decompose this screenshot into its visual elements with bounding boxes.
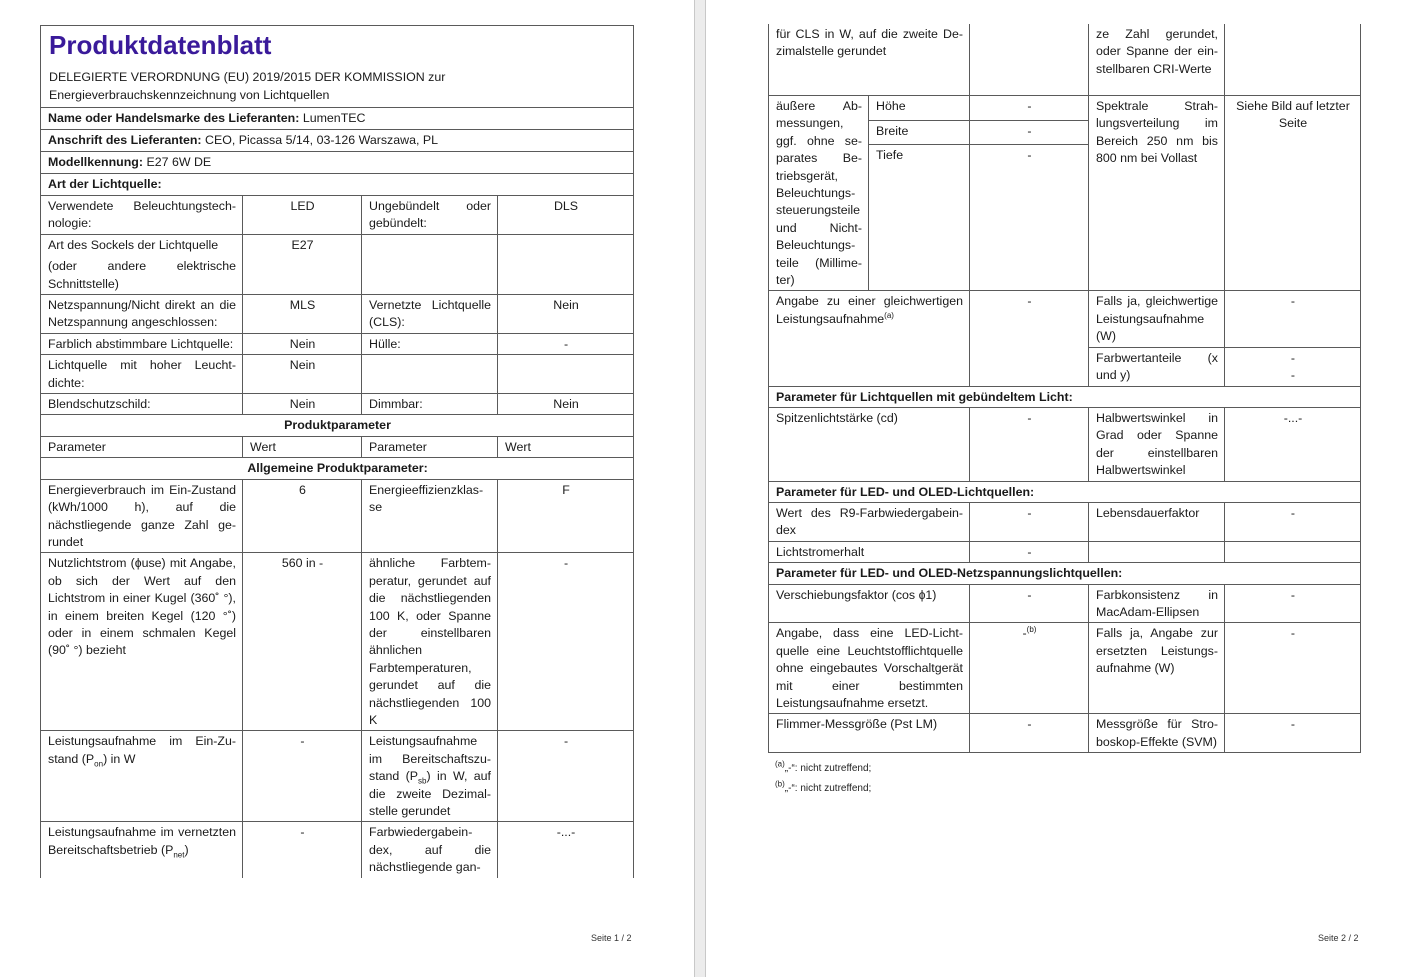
- replaced-power-label: Falls ja, Angabe zur ersetzten Leistungsaufnahme (W): [1089, 623, 1225, 714]
- networked-standby-label-text: Leistungsaufnahme im vernetzten Bereitschaftsbetrieb (P: [48, 825, 236, 857]
- r9-label: Wert des R9-Farbwiedergabeindex: [769, 502, 970, 541]
- displacement-factor-label: Verschiebungsfaktor (cos ɸ1): [769, 584, 970, 623]
- product-parameters-heading: Produktparameter: [41, 415, 634, 436]
- table-row: [41, 333, 634, 354]
- dimmable-label: Dimmbar:: [362, 394, 498, 415]
- technology-value: LED: [243, 196, 362, 235]
- on-mode-power-label-tail: ) in W: [103, 751, 136, 766]
- table-row: [769, 714, 1361, 753]
- table-row: [769, 502, 1361, 541]
- column-header-parameter: Parameter: [362, 436, 498, 457]
- empty-cell: [1089, 541, 1225, 562]
- table-row: [769, 407, 1361, 481]
- dimension-height-label: Höhe: [869, 96, 970, 121]
- cap-type-value: E27: [243, 234, 362, 294]
- equivalent-power-label: [769, 291, 970, 386]
- energy-class-label: Energieeffizienzklasse: [362, 479, 498, 553]
- led-section-heading: Parameter für LED- und OLED-Lichtquellen:: [769, 481, 1361, 502]
- chromaticity-label: Farbwertanteile (x und y): [1089, 347, 1225, 386]
- footnote-a: [775, 759, 872, 774]
- equivalent-power-label-text: Angabe zu einer gleichwertigen Leistungsaufnahme: [776, 294, 963, 326]
- colour-consistency-value: -: [1225, 584, 1361, 623]
- luminous-flux-value: 560 in -: [243, 553, 362, 731]
- header-cell: [41, 26, 634, 108]
- table-row: [769, 291, 1361, 347]
- networked-standby-subscript: net: [173, 850, 185, 860]
- networked-standby-continued: für CLS in W, auf die zweite Dezimalstelle gerundet: [769, 24, 970, 96]
- cap-type-label-line1: Art des Sockels der Lichtquelle: [48, 237, 219, 252]
- cap-type-label-line2: (oder andere elektrische Schnittstelle): [48, 259, 236, 291]
- energy-consumption-value: 6: [243, 479, 362, 553]
- regulation-subtitle: DELEGIERTE VERORDNUNG (EU) 2019/2015 DER KOMMISSION zur Energieverbrauchskennzeichnung von Lichtquellen: [49, 70, 446, 102]
- footnote-b-ref: (b): [1026, 625, 1037, 635]
- table-row: [41, 822, 634, 878]
- peak-intensity-label: Spitzenlichtstärke (cd): [769, 407, 970, 481]
- footnote-b: [775, 779, 872, 794]
- page-title: Produktdatenblatt: [49, 30, 272, 60]
- general-parameters-heading: Allgemeine Produktparameter:: [41, 458, 634, 479]
- cap-type-label: [41, 234, 243, 294]
- cri-label-continued: ze Zahl gerundet, oder Spanne der einstellbaren CRI-Werte: [1089, 24, 1225, 96]
- page-2: [706, 0, 1415, 977]
- colour-temperature-value: -: [498, 553, 634, 731]
- supplier-address-value: CEO, Picassa 5/14, 03-126 Warszawa, PL: [205, 133, 439, 147]
- page-number: Seite 1 / 2: [591, 933, 632, 943]
- empty-cell: [498, 355, 634, 394]
- networked-standby-value: -: [243, 822, 362, 878]
- displacement-factor-value: -: [970, 584, 1089, 623]
- r9-value: -: [970, 502, 1089, 541]
- footnote-a-text: „-“: nicht zutreffend;: [784, 763, 872, 774]
- dimension-width-value: -: [970, 120, 1089, 145]
- standby-power-subscript: sb: [418, 776, 427, 786]
- luminous-flux-label: Nutzlichtstrom (ɸuse) mit Angabe, ob sich der Wert auf den Lichtstrom in einer Kugel (360˚ °), in einem breiten Kegel (120 °˚) oder in einem schmalen Kegel (90˚ °) bezieht: [41, 553, 243, 731]
- empty-cell: [498, 234, 634, 294]
- anti-glare-label: Blendschutzschild:: [41, 394, 243, 415]
- footnote-b-mark: (b): [775, 779, 785, 789]
- survival-factor-label: Lebensdauerfaktor: [1089, 502, 1225, 541]
- energy-class-value: F: [498, 479, 634, 553]
- colour-tuneable-label: Farblich abstimmbare Lichtquelle:: [41, 333, 243, 354]
- page-1: [0, 0, 694, 977]
- equivalent-power-value: -: [970, 291, 1089, 386]
- supplier-name-value: LumenTEC: [302, 111, 366, 125]
- connected-value: Nein: [498, 295, 634, 334]
- model-value: E27 6W DE: [146, 155, 212, 169]
- dimension-depth-value: -: [970, 145, 1089, 291]
- page-number: Seite 2 / 2: [1318, 933, 1359, 943]
- empty-cell: [1225, 541, 1361, 562]
- standby-power-label: [362, 731, 498, 822]
- on-mode-power-value: -: [243, 731, 362, 822]
- table-row: [41, 553, 634, 731]
- column-header-parameter: Parameter: [41, 436, 243, 457]
- empty-cell: [362, 234, 498, 294]
- directional-value: DLS: [498, 196, 634, 235]
- footnote-b-text: „-“: nicht zutreffend;: [784, 783, 872, 794]
- supplier-address-label: Anschrift des Lieferanten:: [48, 133, 202, 147]
- replacement-claim-value: [970, 623, 1089, 714]
- chromaticity-x-value: -: [1290, 350, 1296, 365]
- lumen-maintenance-value: -: [970, 541, 1089, 562]
- page-gutter: [694, 0, 706, 977]
- table-row: [769, 623, 1361, 714]
- peak-intensity-value: -: [970, 407, 1089, 481]
- lumen-maintenance-label: Lichtstromerhalt: [769, 541, 970, 562]
- empty-cell: [970, 24, 1089, 96]
- spectral-distribution-label: Spektrale Strahlungsverteilung im Bereich 250 nm bis 800 nm bei Vollast: [1089, 96, 1225, 291]
- supplier-name-row: [41, 108, 634, 130]
- dimension-width-label: Breite: [869, 120, 970, 145]
- empty-cell: [362, 355, 498, 394]
- table-row: [41, 295, 634, 334]
- supplier-address-row: [41, 130, 634, 152]
- colour-temperature-label: ähnliche Farbtemperatur, gerundet auf die nächstliegenden 100 K, oder Spanne der einstellbaren ähnlichen Farbtemperaturen, gerundet auf die nächstliegenden 100 K: [362, 553, 498, 731]
- dimension-depth-label: Tiefe: [869, 145, 970, 291]
- empty-cell: [1225, 24, 1361, 96]
- table-row: [41, 394, 634, 415]
- dimmable-value: Nein: [498, 394, 634, 415]
- envelope-value: -: [498, 333, 634, 354]
- dimension-height-value: -: [970, 96, 1089, 121]
- table-row: [769, 584, 1361, 623]
- footnote-a-mark: (a): [775, 759, 785, 769]
- column-header-value: Wert: [498, 436, 634, 457]
- table-row: [41, 731, 634, 822]
- equivalent-power-claim-value: -: [1225, 291, 1361, 347]
- high-luminance-value: Nein: [243, 355, 362, 394]
- standby-power-value: -: [498, 731, 634, 822]
- mains-label: Netzspannung/Nicht direkt an die Netzspannung angeschlossen:: [41, 295, 243, 334]
- supplier-name-label: Name oder Handelsmarke des Lieferanten:: [48, 111, 300, 125]
- table-row: [41, 479, 634, 553]
- spectral-distribution-value: Siehe Bild auf letzter Seite: [1225, 96, 1361, 291]
- energy-consumption-label: Energieverbrauch im Ein-Zustand (kWh/1000 h), auf die nächstliegende ganze Zahl gerundet: [41, 479, 243, 553]
- model-label: Modellkennung:: [48, 155, 143, 169]
- model-row: [41, 152, 634, 174]
- equivalent-power-claim-label: Falls ja, gleichwertige Leistungsaufnahme (W): [1089, 291, 1225, 347]
- column-header-value: Wert: [243, 436, 362, 457]
- replaced-power-value: -: [1225, 623, 1361, 714]
- column-header-row: [41, 436, 634, 457]
- on-mode-power-subscript: on: [94, 759, 104, 769]
- mains-value: MLS: [243, 295, 362, 334]
- table-row: [41, 234, 634, 294]
- chromaticity-value: [1225, 347, 1361, 386]
- envelope-label: Hülle:: [362, 333, 498, 354]
- table-row: [769, 24, 1361, 96]
- stroboscopic-metric-label: Messgröße für Stroboskop-Effekte (SVM): [1089, 714, 1225, 753]
- high-luminance-label: Lichtquelle mit hoher Leuchtdichte:: [41, 355, 243, 394]
- technology-label: Verwendete Beleuchtungstechnologie:: [41, 196, 243, 235]
- type-header: Art der Lichtquelle:: [41, 174, 634, 196]
- on-mode-power-label-text: Leistungsaufnahme im Ein-Zustand (P: [48, 734, 236, 766]
- networked-standby-label-tail: ): [184, 842, 189, 857]
- chromaticity-y-value: -: [1290, 368, 1296, 383]
- directional-section-heading: Parameter für Lichtquellen mit gebündeltem Licht:: [769, 386, 1361, 407]
- dimensions-label: äußere Abmessungen, ggf. ohne separates Betriebsgerät, Beleuchtungssteuerungsteile und Nicht-Beleuchtungsteile (Millimeter): [769, 96, 869, 291]
- directional-label: Ungebündelt oder gebündelt:: [362, 196, 498, 235]
- colour-tuneable-value: Nein: [243, 333, 362, 354]
- replacement-claim-label: Angabe, dass eine LED-Lichtquelle eine Leuchtstofflichtquelle ohne eingebautes Vorschaltgerät mit einer bestimmten Leistungsaufnahme ersetzt.: [769, 623, 970, 714]
- networked-standby-label: [41, 822, 243, 878]
- connected-label: Vernetzte Lichtquelle (CLS):: [362, 295, 498, 334]
- table-row: [769, 541, 1361, 562]
- standby-power-label-tail: ) in W, auf die zweite Dezimalstelle gerundet: [369, 769, 491, 818]
- cri-label: Farbwiedergabeindex, auf die nächstliegende gan-: [362, 822, 498, 878]
- beam-angle-value: -...-: [1225, 407, 1361, 481]
- table-row: [769, 96, 1361, 121]
- table-row: [41, 196, 634, 235]
- stroboscopic-metric-value: -: [1225, 714, 1361, 753]
- datasheet-table-page-1: [40, 25, 634, 878]
- survival-factor-value: -: [1225, 502, 1361, 541]
- table-row: [41, 355, 634, 394]
- replacement-claim-value-text: -: [1022, 626, 1027, 641]
- footnote-a-ref: (a): [884, 310, 894, 320]
- cri-value: -...-: [498, 822, 634, 878]
- on-mode-power-label: [41, 731, 243, 822]
- anti-glare-value: Nein: [243, 394, 362, 415]
- mains-led-section-heading: Parameter für LED- und OLED-Netzspannungslichtquellen:: [769, 563, 1361, 584]
- flicker-metric-label: Flimmer-Messgröße (Pst LM): [769, 714, 970, 753]
- beam-angle-label: Halbwertswinkel in Grad oder Spanne der einstellbaren Halbwertswinkel: [1089, 407, 1225, 481]
- flicker-metric-value: -: [970, 714, 1089, 753]
- colour-consistency-label: Farbkonsistenz in MacAdam-Ellipsen: [1089, 584, 1225, 623]
- standby-power-label-text: Leistungsaufnahme im Bereitschaftszustand (P: [369, 734, 491, 784]
- datasheet-table-page-2: [768, 24, 1361, 753]
